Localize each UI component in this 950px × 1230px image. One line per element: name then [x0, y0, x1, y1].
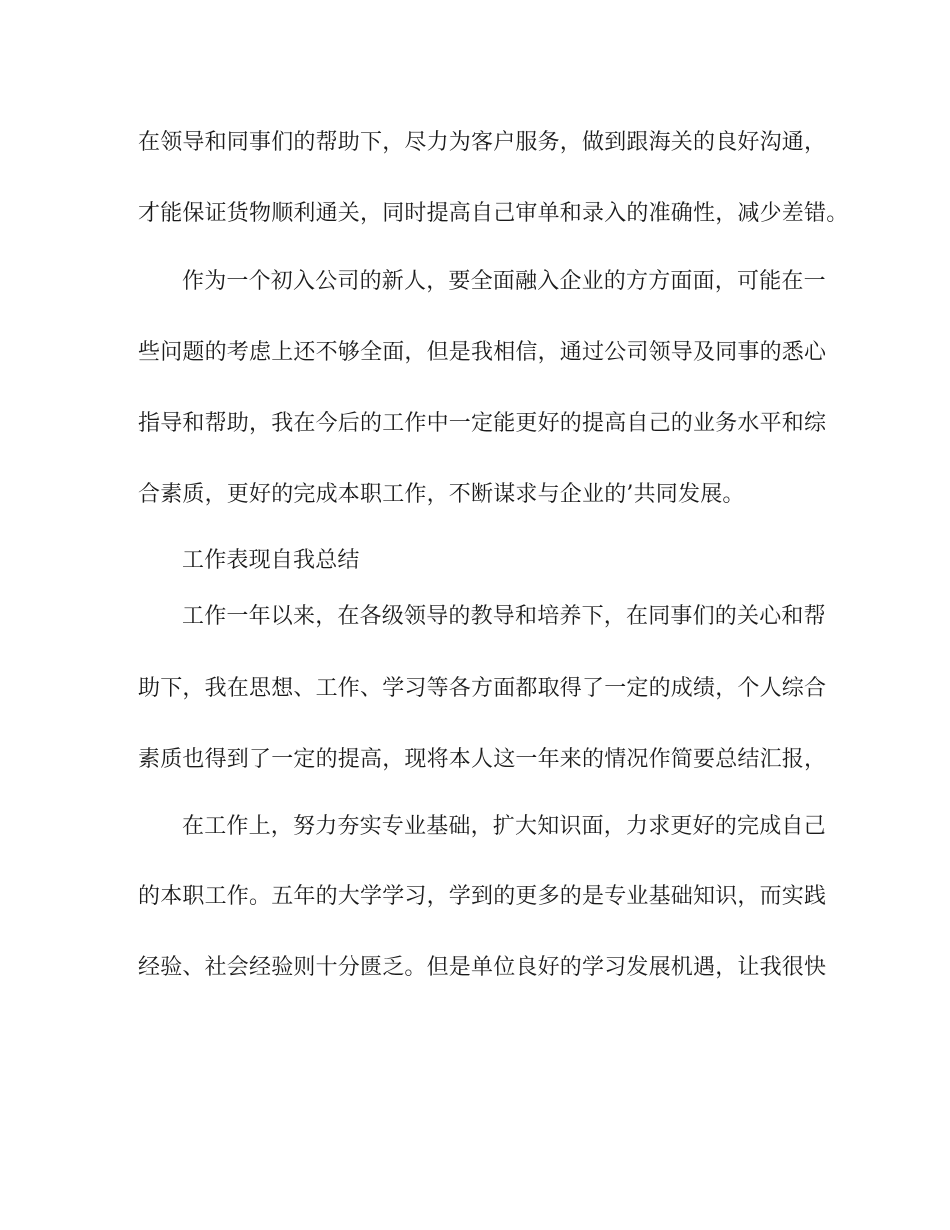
- paragraph-line: 些问题的考虑上还不够全面，但是我相信，通过公司领导及同事的悉心: [138, 340, 827, 365]
- paragraph-line: 在领导和同事们的帮助下，尽力为客户服务，做到跟海关的良好沟通，: [138, 130, 827, 155]
- paragraph-line: 的本职工作。五年的大学学习，学到的更多的是专业基础知识，而实践: [138, 884, 827, 909]
- paragraph-line: 指导和帮助，我在今后的工作中一定能更好的提高自己的业务水平和综: [138, 411, 827, 436]
- paragraph-line: 才能保证货物顺利通关，同时提高自己审单和录入的准确性，减少差错。: [138, 201, 849, 226]
- paragraph-line: 助下，我在思想、工作、学习等各方面都取得了一定的成绩，个人综合: [138, 676, 827, 701]
- paragraph-line: 在工作上，努力夯实专业基础，扩大知识面，力求更好的完成自己: [182, 814, 826, 839]
- paragraph-line: 工作一年以来，在各级领导的教导和培养下，在同事们的关心和帮: [182, 604, 826, 629]
- section-heading: 工作表现自我总结: [182, 548, 360, 573]
- paragraph-line: 素质也得到了一定的提高，现将本人这一年来的情况作简要总结汇报，: [138, 747, 827, 772]
- paragraph-line: 经验、社会经验则十分匮乏。但是单位良好的学习发展机遇，让我很快: [138, 955, 827, 980]
- paragraph-line: 作为一个初入公司的新人，要全面融入企业的方方面面，可能在一: [182, 269, 826, 294]
- paragraph-line: 合素质，更好的完成本职工作，不断谋求与企业的’共同发展。: [138, 482, 745, 507]
